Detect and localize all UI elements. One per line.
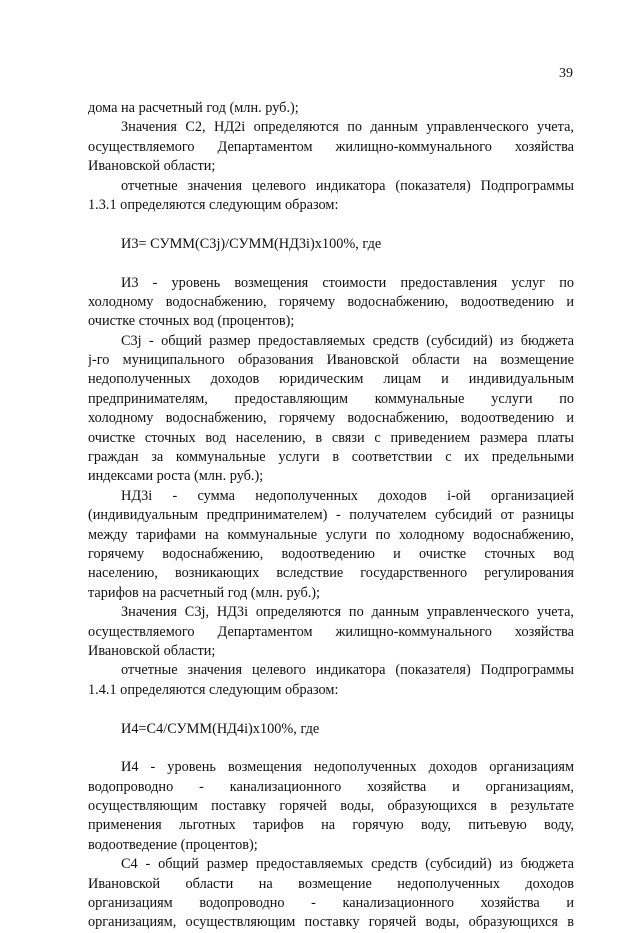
text-line: И4 - уровень возмещения недополученных доходов организациям [121,759,574,776]
text-line: граждан за коммунальные услуги в соответствии с их предельными [88,449,574,466]
text-line: осуществляющим поставку горячей воды, образующихся в результате [88,798,574,815]
text-line: осуществляемого Департаментом жилищно-коммунального хозяйства [88,138,574,155]
text-line: осуществляемого Департаментом жилищно-коммунального хозяйства [88,623,574,640]
text-line: дома на расчетный год (млн. руб.); [88,100,299,116]
text-line: (индивидуальным предпринимателем) - получателем субсидий от разницы [88,507,574,524]
blank-line [88,254,574,273]
text-line: очистке сточных вод населению, в связи с приведением размера платы [88,429,574,446]
blank-line [88,700,574,719]
text-line: предпринимателям, предоставляющим коммунальные услуги по [88,390,574,407]
text-line: холодному водоснабжению, горячему водоснабжению, водоотведению и [88,293,574,310]
text-line: водоотведение (процентов); [88,836,258,853]
text-line: холодному водоснабжению, горячему водоснабжению, водоотведению и [88,410,574,427]
text-line: НД3i - сумма недополученных доходов i-ой организацией [121,487,574,504]
text-line: 1.4.1 определяются следующим образом: [88,681,339,698]
text-line: И3= СУММ(С3j)/СУММ(НД3i)х100%, где [121,235,382,252]
text-line: 1.3.1 определяются следующим образом: [88,196,339,213]
text-line: Ивановской области; [88,642,216,659]
text-line: С3j - общий размер предоставляемых средств (субсидий) из бюджета [121,332,574,349]
body-text [88,99,574,933]
text-line: Ивановской области; [88,158,216,175]
text-line: организациям, осуществляющим поставку горячей воды, образующихся в [88,914,574,931]
text-line: водопроводно - канализационного хозяйства и организациям, [88,778,574,795]
text-line: j-го муниципального образования Ивановской области на возмещение [88,352,574,369]
text-line: очистке сточных вод (процентов); [88,313,295,330]
text-line: отчетные значения целевого индикатора (показателя) Подпрограммы [121,662,574,679]
text-line: индексами роста (млн. руб.); [88,468,264,485]
page-number: 39 [559,66,573,81]
text-line: Значения С2, НД2i определяются по данным управленческого учета, [121,119,574,136]
blank-line [88,739,574,758]
text-line: отчетные значения целевого индикатора (показателя) Подпрограммы [121,177,574,194]
text-line: между тарифами на коммунальные услуги по холодному водоснабжению, [88,526,574,543]
text-line: тарифов на расчетный год (млн. руб.); [88,584,321,601]
text-line: Значения С3j, НД3i определяются по данным управленческого учета, [121,604,574,621]
text-line: С4 - общий размер предоставляемых средств (субсидий) из бюджета [121,856,574,873]
text-line: Ивановской области на возмещение недополученных доходов [88,875,574,892]
text-line: недополученных доходов юридическим лицам и индивидуальным [88,371,574,388]
text-line: И3 - уровень возмещения стоимости предоставления услуг по [121,274,574,291]
text-line: применения льготных тарифов на горячую воду, питьевую воду, [88,817,574,834]
text-line: населению, возникающих вследствие государственного регулирования [88,565,574,582]
text-line: И4=С4/СУММ(НД4i)х100%, где [121,720,320,737]
blank-line [88,215,574,234]
text-line: организациям водопроводно - канализационного хозяйства и [88,895,574,912]
text-line: горячему водоснабжению, водоотведению и очистке сточных вод [88,545,574,562]
